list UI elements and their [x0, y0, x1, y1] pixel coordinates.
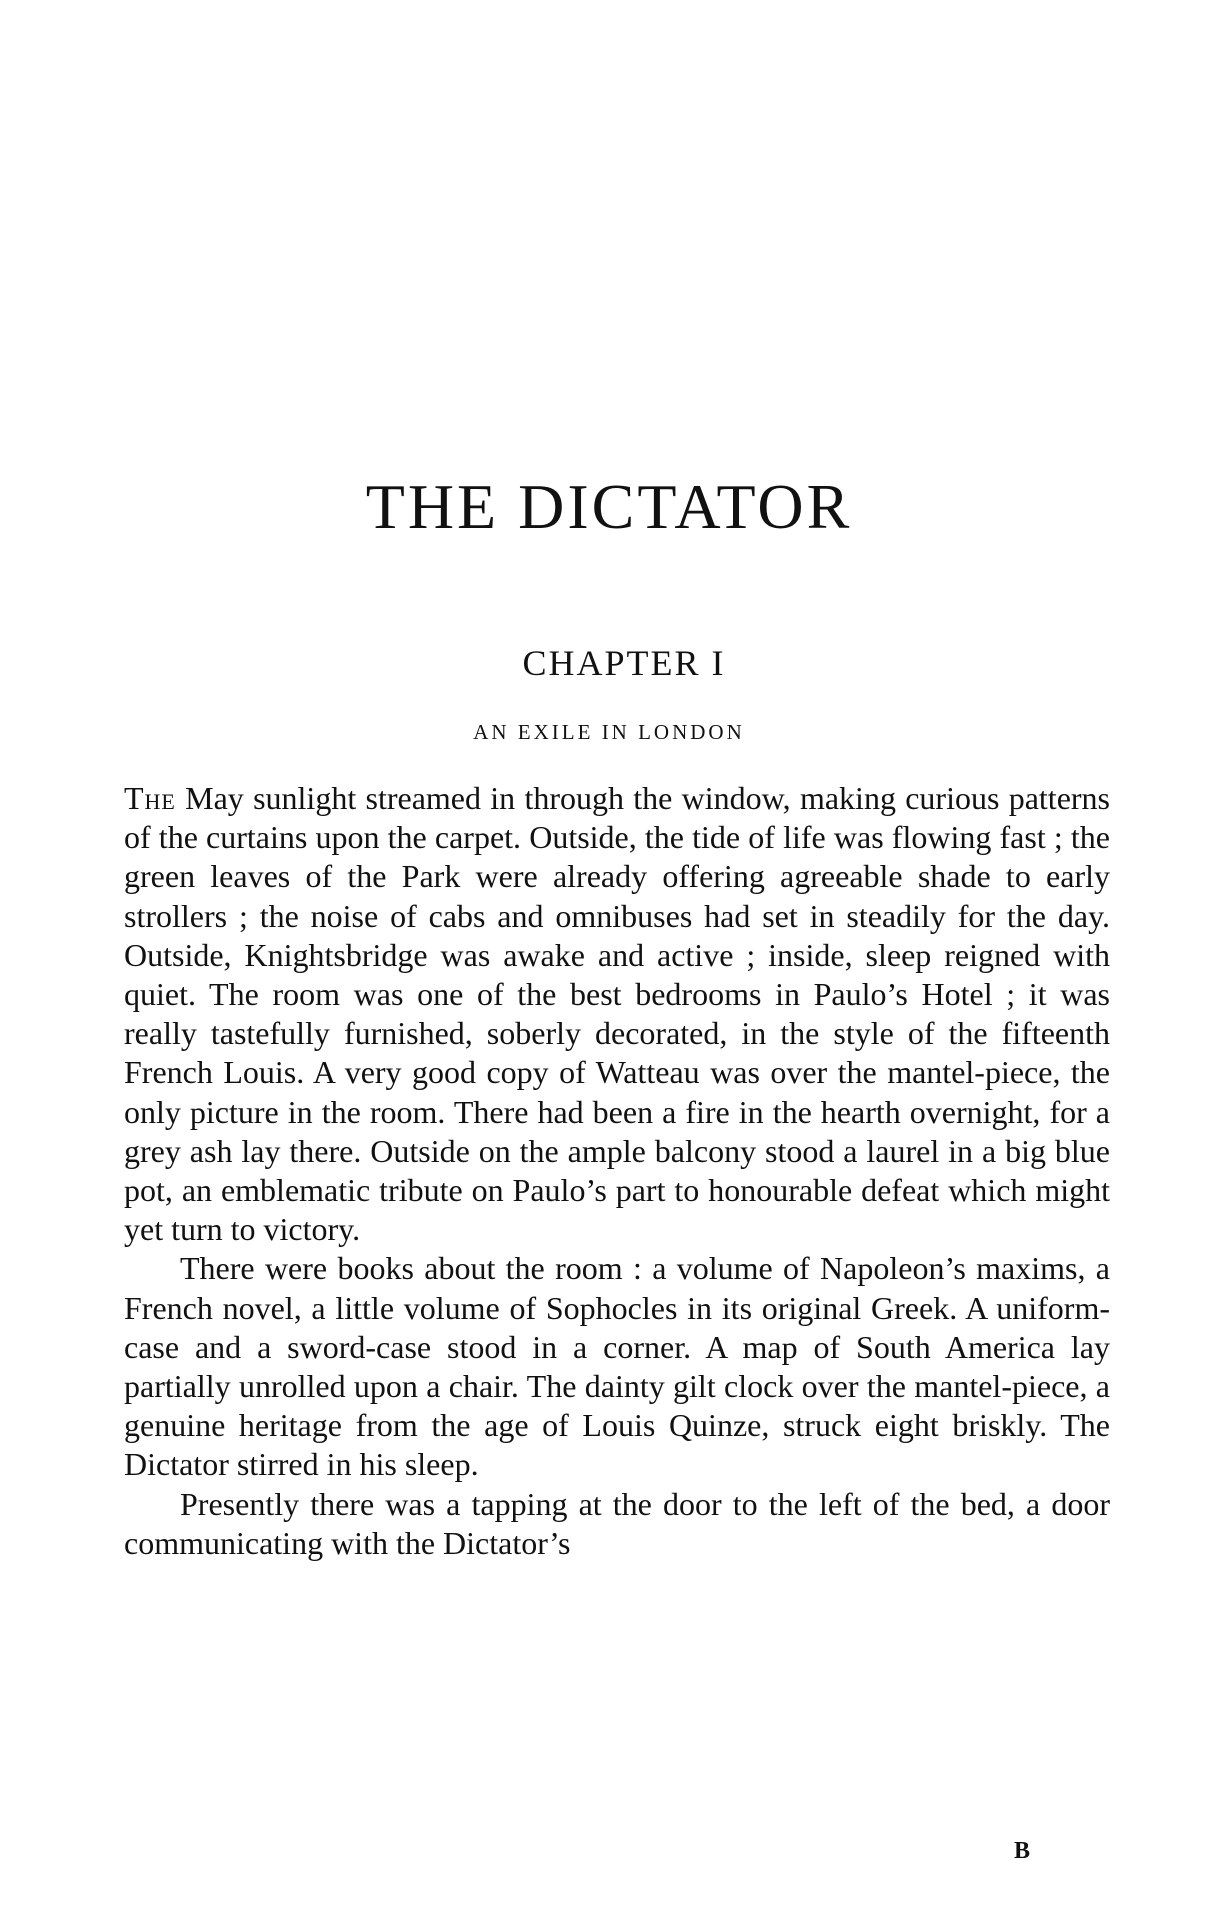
body-text [124, 779, 1110, 1563]
paragraph-1 [124, 779, 1110, 1249]
opening-word: The [124, 780, 176, 816]
book-title: THE DICTATOR [365, 471, 853, 542]
chapter-subtitle: AN EXILE IN LONDON [473, 720, 745, 744]
paragraph-2: There were books about the room : a volume of Napoleon’s maxims, a French novel, a little volume of Sophocles in its original Greek. A uniform-case and a sword-case stood in a corner. A map of South America lay partially unrolled upon a chair. The dainty gilt clock over the mantel-piece, a genuine heritage from the age of Louis Quinze, struck eight briskly. The Dictator stirred in his sleep. [124, 1250, 1110, 1483]
signature-mark: B [1014, 1838, 1032, 1864]
paragraph-3: Presently there was a tapping at the door to the left of the bed, a door communicating with the Dictator’s [124, 1485, 1110, 1561]
paragraph-1-text: May sunlight streamed in through the window, making curious patterns of the curtains upon the carpet. Outside, the tide of life was flowing fast ; the green leaves of the Park were already offering agreeable shade to early strollers ; the noise of cabs and omnibuses had set in steadily for the day. Outside, Knightsbridge was awake and active ; inside, sleep reigned with quiet. The room was one of the best bedrooms in Paulo’s Hotel ; it was really tastefully furnished, soberly decorated, in the style of the fifteenth French Louis. A very good copy of Watteau was over the mantel-piece, the only picture in the room. There had been a fire in the hearth overnight, for a grey ash lay there. Outside on the ample balcony stood a laurel in a big blue pot, an emblematic tribute on Paulo’s part to honourable defeat which might yet turn to victory. [124, 780, 1110, 1248]
chapter-heading: CHAPTER I [522, 643, 726, 683]
